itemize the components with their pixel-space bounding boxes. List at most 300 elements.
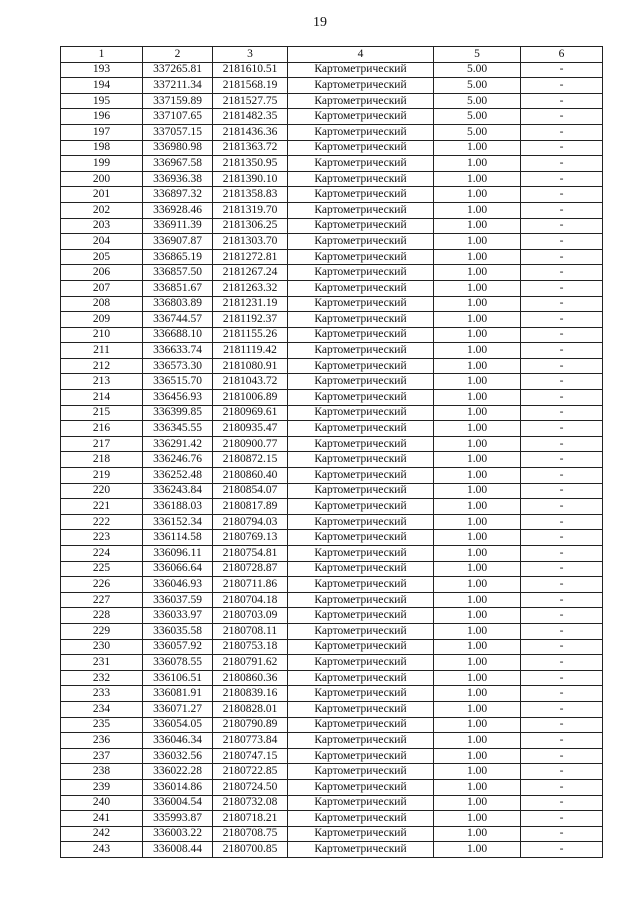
method-cell: Картометрический	[288, 62, 434, 78]
method-cell: Картометрический	[288, 234, 434, 250]
y-coordinate-cell: 2180753.18	[213, 639, 288, 655]
table-row	[61, 405, 603, 421]
accuracy-cell: 1.00	[434, 779, 521, 795]
x-coordinate-cell: 336345.55	[143, 421, 213, 437]
table-row	[61, 140, 603, 156]
x-coordinate-cell: 336851.67	[143, 280, 213, 296]
accuracy-cell: 1.00	[434, 202, 521, 218]
point-number-cell: 208	[61, 296, 143, 312]
method-cell: Картометрический	[288, 265, 434, 281]
point-number-cell: 198	[61, 140, 143, 156]
y-coordinate-cell: 2180708.75	[213, 826, 288, 842]
method-cell: Картометрический	[288, 468, 434, 484]
point-number-cell: 240	[61, 795, 143, 811]
point-number-cell: 242	[61, 826, 143, 842]
y-coordinate-cell: 2180769.13	[213, 530, 288, 546]
x-coordinate-cell: 336865.19	[143, 249, 213, 265]
y-coordinate-cell: 2180728.87	[213, 561, 288, 577]
method-cell: Картометрический	[288, 764, 434, 780]
note-cell: -	[521, 249, 603, 265]
table-row	[61, 249, 603, 265]
point-number-cell: 207	[61, 280, 143, 296]
note-cell: -	[521, 499, 603, 515]
y-coordinate-cell: 2181267.24	[213, 265, 288, 281]
x-coordinate-cell: 336911.39	[143, 218, 213, 234]
y-coordinate-cell: 2180718.21	[213, 811, 288, 827]
table-row	[61, 280, 603, 296]
point-number-cell: 217	[61, 436, 143, 452]
accuracy-cell: 1.00	[434, 218, 521, 234]
accuracy-cell: 1.00	[434, 296, 521, 312]
accuracy-cell: 1.00	[434, 639, 521, 655]
x-coordinate-cell: 336066.64	[143, 561, 213, 577]
table-row	[61, 514, 603, 530]
x-coordinate-cell: 336243.84	[143, 483, 213, 499]
table-row	[61, 795, 603, 811]
method-cell: Картометрический	[288, 156, 434, 172]
method-cell: Картометрический	[288, 608, 434, 624]
note-cell: -	[521, 795, 603, 811]
table-row	[61, 327, 603, 343]
point-number-cell: 212	[61, 358, 143, 374]
y-coordinate-cell: 2181303.70	[213, 234, 288, 250]
table-row	[61, 312, 603, 328]
y-coordinate-cell: 2181043.72	[213, 374, 288, 390]
method-cell: Картометрический	[288, 733, 434, 749]
y-coordinate-cell: 2180828.01	[213, 701, 288, 717]
accuracy-cell: 5.00	[434, 124, 521, 140]
point-number-cell: 203	[61, 218, 143, 234]
table-row	[61, 202, 603, 218]
point-number-cell: 243	[61, 842, 143, 858]
method-cell: Картометрический	[288, 530, 434, 546]
accuracy-cell: 1.00	[434, 140, 521, 156]
y-coordinate-cell: 2181363.72	[213, 140, 288, 156]
method-cell: Картометрический	[288, 748, 434, 764]
column-header-4: 4	[288, 47, 434, 63]
point-number-cell: 222	[61, 514, 143, 530]
table-row	[61, 842, 603, 858]
table-row	[61, 296, 603, 312]
table-row	[61, 343, 603, 359]
x-coordinate-cell: 336857.50	[143, 265, 213, 281]
y-coordinate-cell: 2180791.62	[213, 655, 288, 671]
column-header-5: 5	[434, 47, 521, 63]
y-coordinate-cell: 2180872.15	[213, 452, 288, 468]
note-cell: -	[521, 748, 603, 764]
table-row	[61, 218, 603, 234]
accuracy-cell: 1.00	[434, 608, 521, 624]
y-coordinate-cell: 2180722.85	[213, 764, 288, 780]
table-body	[61, 62, 603, 857]
accuracy-cell: 1.00	[434, 530, 521, 546]
method-cell: Картометрический	[288, 280, 434, 296]
accuracy-cell: 1.00	[434, 577, 521, 593]
accuracy-cell: 1.00	[434, 592, 521, 608]
x-coordinate-cell: 336032.56	[143, 748, 213, 764]
note-cell: -	[521, 312, 603, 328]
method-cell: Картометрический	[288, 670, 434, 686]
accuracy-cell: 1.00	[434, 686, 521, 702]
point-number-cell: 206	[61, 265, 143, 281]
y-coordinate-cell: 2180703.09	[213, 608, 288, 624]
method-cell: Картометрический	[288, 202, 434, 218]
x-coordinate-cell: 337211.34	[143, 78, 213, 94]
accuracy-cell: 5.00	[434, 109, 521, 125]
x-coordinate-cell: 336688.10	[143, 327, 213, 343]
method-cell: Картометрический	[288, 546, 434, 562]
table-row	[61, 421, 603, 437]
accuracy-cell: 1.00	[434, 623, 521, 639]
method-cell: Картометрический	[288, 779, 434, 795]
accuracy-cell: 1.00	[434, 452, 521, 468]
method-cell: Картометрический	[288, 218, 434, 234]
note-cell: -	[521, 701, 603, 717]
y-coordinate-cell: 2180969.61	[213, 405, 288, 421]
y-coordinate-cell: 2180860.40	[213, 468, 288, 484]
y-coordinate-cell: 2180860.36	[213, 670, 288, 686]
accuracy-cell: 1.00	[434, 717, 521, 733]
point-number-cell: 193	[61, 62, 143, 78]
table-row	[61, 171, 603, 187]
point-number-cell: 196	[61, 109, 143, 125]
note-cell: -	[521, 171, 603, 187]
x-coordinate-cell: 336188.03	[143, 499, 213, 515]
note-cell: -	[521, 764, 603, 780]
accuracy-cell: 1.00	[434, 421, 521, 437]
note-cell: -	[521, 546, 603, 562]
table-row	[61, 234, 603, 250]
y-coordinate-cell: 2181006.89	[213, 390, 288, 406]
note-cell: -	[521, 374, 603, 390]
x-coordinate-cell: 335993.87	[143, 811, 213, 827]
x-coordinate-cell: 336803.89	[143, 296, 213, 312]
x-coordinate-cell: 336071.27	[143, 701, 213, 717]
y-coordinate-cell: 2181192.37	[213, 312, 288, 328]
y-coordinate-cell: 2180854.07	[213, 483, 288, 499]
point-number-cell: 230	[61, 639, 143, 655]
note-cell: -	[521, 156, 603, 172]
x-coordinate-cell: 336980.98	[143, 140, 213, 156]
table-row	[61, 733, 603, 749]
y-coordinate-cell: 2181306.25	[213, 218, 288, 234]
point-number-cell: 210	[61, 327, 143, 343]
accuracy-cell: 1.00	[434, 748, 521, 764]
coordinates-table	[60, 46, 603, 858]
note-cell: -	[521, 717, 603, 733]
y-coordinate-cell: 2181319.70	[213, 202, 288, 218]
table-row	[61, 156, 603, 172]
x-coordinate-cell: 336152.34	[143, 514, 213, 530]
y-coordinate-cell: 2181272.81	[213, 249, 288, 265]
table-row	[61, 265, 603, 281]
accuracy-cell: 1.00	[434, 842, 521, 858]
y-coordinate-cell: 2181390.10	[213, 171, 288, 187]
accuracy-cell: 1.00	[434, 312, 521, 328]
point-number-cell: 235	[61, 717, 143, 733]
x-coordinate-cell: 336246.76	[143, 452, 213, 468]
method-cell: Картометрический	[288, 405, 434, 421]
point-number-cell: 229	[61, 623, 143, 639]
point-number-cell: 231	[61, 655, 143, 671]
y-coordinate-cell: 2180747.15	[213, 748, 288, 764]
point-number-cell: 213	[61, 374, 143, 390]
accuracy-cell: 1.00	[434, 249, 521, 265]
table-row	[61, 748, 603, 764]
accuracy-cell: 1.00	[434, 327, 521, 343]
note-cell: -	[521, 592, 603, 608]
method-cell: Картометрический	[288, 109, 434, 125]
note-cell: -	[521, 62, 603, 78]
x-coordinate-cell: 336081.91	[143, 686, 213, 702]
accuracy-cell: 5.00	[434, 93, 521, 109]
table-row	[61, 655, 603, 671]
note-cell: -	[521, 265, 603, 281]
note-cell: -	[521, 218, 603, 234]
method-cell: Картометрический	[288, 124, 434, 140]
table-row	[61, 701, 603, 717]
note-cell: -	[521, 93, 603, 109]
point-number-cell: 214	[61, 390, 143, 406]
point-number-cell: 218	[61, 452, 143, 468]
method-cell: Картометрический	[288, 514, 434, 530]
x-coordinate-cell: 336035.58	[143, 623, 213, 639]
x-coordinate-cell: 337159.89	[143, 93, 213, 109]
x-coordinate-cell: 336744.57	[143, 312, 213, 328]
note-cell: -	[521, 623, 603, 639]
point-number-cell: 239	[61, 779, 143, 795]
point-number-cell: 201	[61, 187, 143, 203]
table-row	[61, 468, 603, 484]
y-coordinate-cell: 2180708.11	[213, 623, 288, 639]
y-coordinate-cell: 2181080.91	[213, 358, 288, 374]
note-cell: -	[521, 343, 603, 359]
x-coordinate-cell: 336096.11	[143, 546, 213, 562]
x-coordinate-cell: 337057.15	[143, 124, 213, 140]
y-coordinate-cell: 2180839.16	[213, 686, 288, 702]
y-coordinate-cell: 2180724.50	[213, 779, 288, 795]
x-coordinate-cell: 336106.51	[143, 670, 213, 686]
x-coordinate-cell: 336033.97	[143, 608, 213, 624]
accuracy-cell: 1.00	[434, 358, 521, 374]
note-cell: -	[521, 530, 603, 546]
table-row	[61, 811, 603, 827]
y-coordinate-cell: 2181155.26	[213, 327, 288, 343]
y-coordinate-cell: 2181263.32	[213, 280, 288, 296]
method-cell: Картометрический	[288, 452, 434, 468]
accuracy-cell: 1.00	[434, 156, 521, 172]
table-row	[61, 187, 603, 203]
note-cell: -	[521, 514, 603, 530]
y-coordinate-cell: 2181436.36	[213, 124, 288, 140]
note-cell: -	[521, 608, 603, 624]
table-row	[61, 62, 603, 78]
y-coordinate-cell: 2181350.95	[213, 156, 288, 172]
table-row	[61, 452, 603, 468]
accuracy-cell: 5.00	[434, 62, 521, 78]
method-cell: Картометрический	[288, 327, 434, 343]
method-cell: Картометрический	[288, 655, 434, 671]
method-cell: Картометрический	[288, 358, 434, 374]
point-number-cell: 238	[61, 764, 143, 780]
table-row	[61, 78, 603, 94]
point-number-cell: 237	[61, 748, 143, 764]
point-number-cell: 204	[61, 234, 143, 250]
note-cell: -	[521, 140, 603, 156]
x-coordinate-cell: 336897.32	[143, 187, 213, 203]
method-cell: Картометрический	[288, 436, 434, 452]
x-coordinate-cell: 336936.38	[143, 171, 213, 187]
x-coordinate-cell: 336252.48	[143, 468, 213, 484]
table-row	[61, 592, 603, 608]
point-number-cell: 209	[61, 312, 143, 328]
x-coordinate-cell: 336046.93	[143, 577, 213, 593]
y-coordinate-cell: 2180817.89	[213, 499, 288, 515]
y-coordinate-cell: 2180790.89	[213, 717, 288, 733]
point-number-cell: 223	[61, 530, 143, 546]
y-coordinate-cell: 2181231.19	[213, 296, 288, 312]
point-number-cell: 224	[61, 546, 143, 562]
table-row	[61, 670, 603, 686]
accuracy-cell: 1.00	[434, 826, 521, 842]
note-cell: -	[521, 280, 603, 296]
accuracy-cell: 1.00	[434, 171, 521, 187]
point-number-cell: 232	[61, 670, 143, 686]
accuracy-cell: 1.00	[434, 546, 521, 562]
y-coordinate-cell: 2180900.77	[213, 436, 288, 452]
method-cell: Картометрический	[288, 421, 434, 437]
method-cell: Картометрический	[288, 374, 434, 390]
note-cell: -	[521, 327, 603, 343]
column-header-2: 2	[143, 47, 213, 63]
accuracy-cell: 1.00	[434, 795, 521, 811]
point-number-cell: 195	[61, 93, 143, 109]
point-number-cell: 197	[61, 124, 143, 140]
method-cell: Картометрический	[288, 483, 434, 499]
method-cell: Картометрический	[288, 312, 434, 328]
point-number-cell: 233	[61, 686, 143, 702]
y-coordinate-cell: 2180754.81	[213, 546, 288, 562]
point-number-cell: 211	[61, 343, 143, 359]
x-coordinate-cell: 336633.74	[143, 343, 213, 359]
x-coordinate-cell: 336456.93	[143, 390, 213, 406]
x-coordinate-cell: 336399.85	[143, 405, 213, 421]
x-coordinate-cell: 336003.22	[143, 826, 213, 842]
y-coordinate-cell: 2181610.51	[213, 62, 288, 78]
x-coordinate-cell: 336967.58	[143, 156, 213, 172]
table-row	[61, 483, 603, 499]
point-number-cell: 234	[61, 701, 143, 717]
method-cell: Картометрический	[288, 78, 434, 94]
note-cell: -	[521, 577, 603, 593]
x-coordinate-cell: 336046.34	[143, 733, 213, 749]
method-cell: Картометрический	[288, 296, 434, 312]
accuracy-cell: 1.00	[434, 499, 521, 515]
page-number: 19	[313, 15, 327, 30]
note-cell: -	[521, 468, 603, 484]
accuracy-cell: 1.00	[434, 374, 521, 390]
point-number-cell: 199	[61, 156, 143, 172]
x-coordinate-cell: 336022.28	[143, 764, 213, 780]
method-cell: Картометрический	[288, 639, 434, 655]
y-coordinate-cell: 2181358.83	[213, 187, 288, 203]
column-header-1: 1	[61, 47, 143, 63]
point-number-cell: 219	[61, 468, 143, 484]
note-cell: -	[521, 78, 603, 94]
table-row	[61, 686, 603, 702]
accuracy-cell: 1.00	[434, 468, 521, 484]
method-cell: Картометрический	[288, 686, 434, 702]
x-coordinate-cell: 336291.42	[143, 436, 213, 452]
accuracy-cell: 1.00	[434, 811, 521, 827]
accuracy-cell: 5.00	[434, 78, 521, 94]
table-row	[61, 577, 603, 593]
accuracy-cell: 1.00	[434, 343, 521, 359]
point-number-cell: 200	[61, 171, 143, 187]
y-coordinate-cell: 2181482.35	[213, 109, 288, 125]
point-number-cell: 226	[61, 577, 143, 593]
accuracy-cell: 1.00	[434, 280, 521, 296]
table-row	[61, 109, 603, 125]
note-cell: -	[521, 234, 603, 250]
note-cell: -	[521, 358, 603, 374]
x-coordinate-cell: 336114.58	[143, 530, 213, 546]
table-row	[61, 499, 603, 515]
table-row	[61, 639, 603, 655]
method-cell: Картометрический	[288, 561, 434, 577]
point-number-cell: 205	[61, 249, 143, 265]
method-cell: Картометрический	[288, 795, 434, 811]
y-coordinate-cell: 2180711.86	[213, 577, 288, 593]
x-coordinate-cell: 336014.86	[143, 779, 213, 795]
accuracy-cell: 1.00	[434, 265, 521, 281]
x-coordinate-cell: 336573.30	[143, 358, 213, 374]
accuracy-cell: 1.00	[434, 670, 521, 686]
accuracy-cell: 1.00	[434, 733, 521, 749]
note-cell: -	[521, 296, 603, 312]
accuracy-cell: 1.00	[434, 405, 521, 421]
accuracy-cell: 1.00	[434, 390, 521, 406]
note-cell: -	[521, 826, 603, 842]
note-cell: -	[521, 639, 603, 655]
method-cell: Картометрический	[288, 93, 434, 109]
table-row	[61, 826, 603, 842]
method-cell: Картометрический	[288, 171, 434, 187]
point-number-cell: 227	[61, 592, 143, 608]
table-header-row	[61, 47, 603, 63]
accuracy-cell: 1.00	[434, 234, 521, 250]
method-cell: Картометрический	[288, 390, 434, 406]
accuracy-cell: 1.00	[434, 655, 521, 671]
x-coordinate-cell: 336928.46	[143, 202, 213, 218]
accuracy-cell: 1.00	[434, 764, 521, 780]
note-cell: -	[521, 405, 603, 421]
accuracy-cell: 1.00	[434, 561, 521, 577]
method-cell: Картометрический	[288, 701, 434, 717]
y-coordinate-cell: 2180732.08	[213, 795, 288, 811]
point-number-cell: 225	[61, 561, 143, 577]
method-cell: Картометрический	[288, 717, 434, 733]
method-cell: Картометрический	[288, 249, 434, 265]
x-coordinate-cell: 336054.05	[143, 717, 213, 733]
method-cell: Картометрический	[288, 499, 434, 515]
x-coordinate-cell: 336907.87	[143, 234, 213, 250]
note-cell: -	[521, 733, 603, 749]
accuracy-cell: 1.00	[434, 514, 521, 530]
accuracy-cell: 1.00	[434, 436, 521, 452]
x-coordinate-cell: 336078.55	[143, 655, 213, 671]
note-cell: -	[521, 390, 603, 406]
